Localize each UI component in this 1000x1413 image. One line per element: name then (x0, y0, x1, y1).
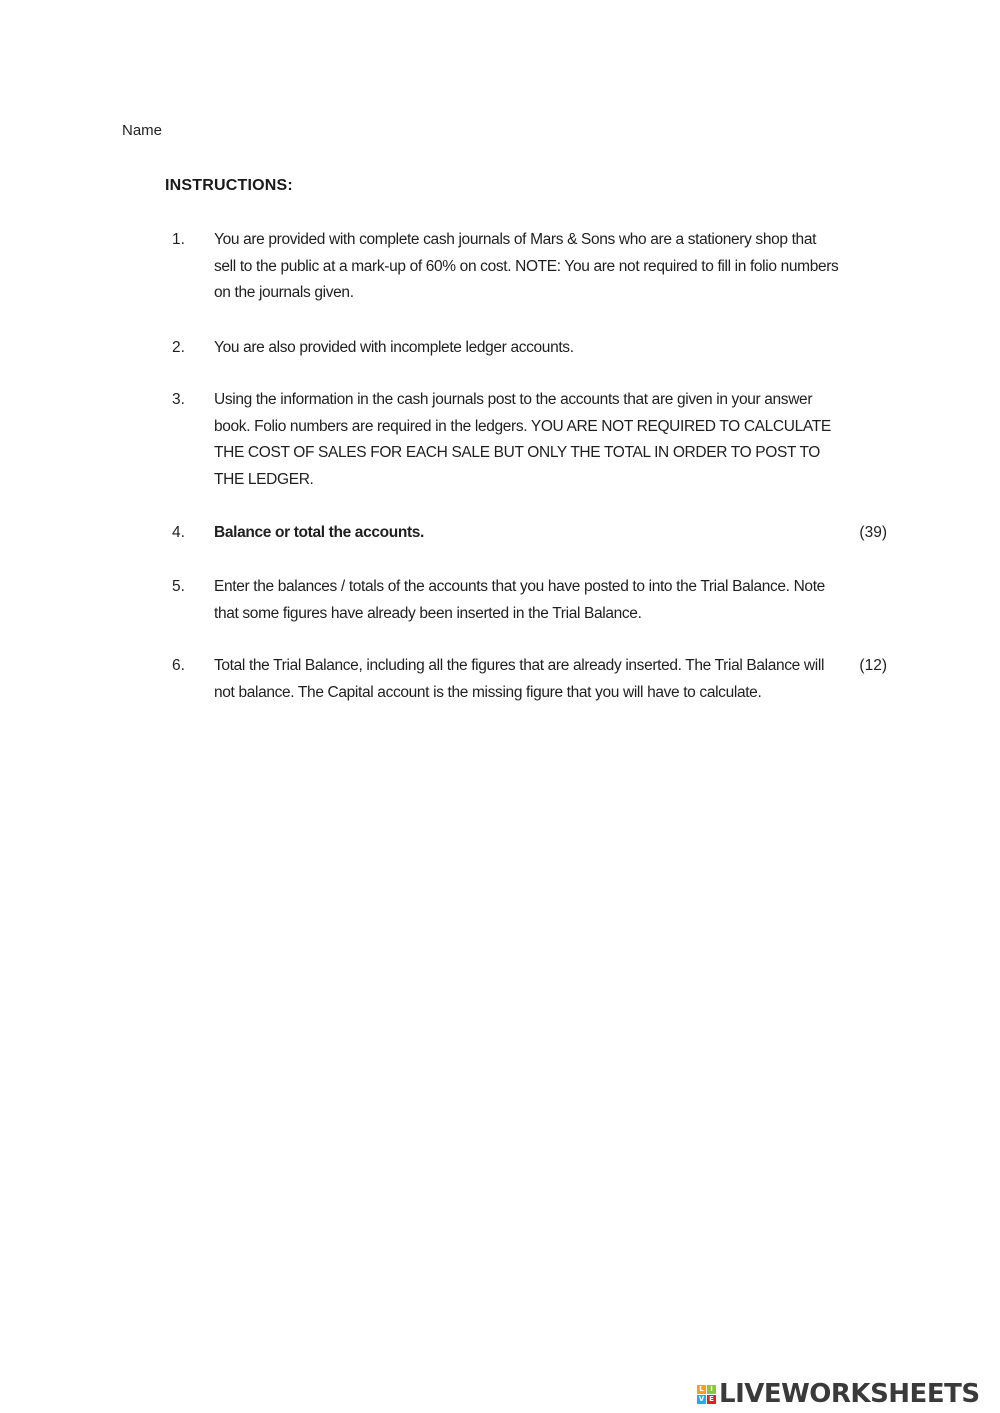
instruction-item-1 (172, 227, 887, 307)
logo-text: LIVEWORKSHEETS (719, 1379, 980, 1409)
instruction-text: You are also provided with incomplete ledger accounts. (214, 339, 574, 356)
instruction-text: Enter the balances / totals of the accounts that you have posted to into the Trial Balance. Note that some figures have already been inserted in the Trial Balance. (214, 578, 825, 622)
logo-icon (697, 1385, 716, 1404)
instruction-number: 4. (172, 524, 185, 541)
instruction-text: Using the information in the cash journals post to the accounts that are given in your answer book. Folio numbers are required in the ledgers. YOU ARE NOT REQUIRED TO CALCULATE THE COST OF SALES FOR EACH SALE BUT ONLY THE TOTAL IN ORDER TO POST TO THE LEDGER. (214, 391, 831, 488)
marks-allocation: (39) (859, 524, 887, 541)
instruction-number: 5. (172, 578, 185, 595)
instructions-heading: INSTRUCTIONS: (165, 177, 293, 194)
marks-allocation: (12) (859, 657, 887, 674)
instruction-item-6 (172, 653, 887, 707)
logo-block-e: E (707, 1395, 716, 1404)
instruction-item-2 (172, 335, 887, 362)
instruction-text: Balance or total the accounts. (214, 524, 424, 541)
name-label: Name (122, 122, 163, 139)
logo-block-l: L (697, 1385, 706, 1394)
instruction-item-3 (172, 387, 887, 493)
instruction-number: 6. (172, 657, 185, 674)
instruction-number: 3. (172, 391, 185, 408)
instruction-number: 2. (172, 339, 185, 356)
liveworksheets-logo (697, 1378, 980, 1410)
instruction-item-5 (172, 574, 887, 628)
instruction-item-4 (172, 520, 887, 547)
logo-block-v: V (698, 1394, 705, 1403)
instruction-text: Total the Trial Balance, including all the figures that are already inserted. The Trial Balance will not balance. The Capital account is the missing figure that you will have to calculate. (214, 657, 825, 701)
instruction-number: 1. (172, 231, 185, 248)
logo-block-i: I (707, 1385, 716, 1394)
instruction-text: You are provided with complete cash journals of Mars & Sons who are a stationery shop that sell to the public at a mark-up of 60% on cost. NOTE: You are not required to fill in folio numbers on the journals given. (214, 231, 839, 301)
